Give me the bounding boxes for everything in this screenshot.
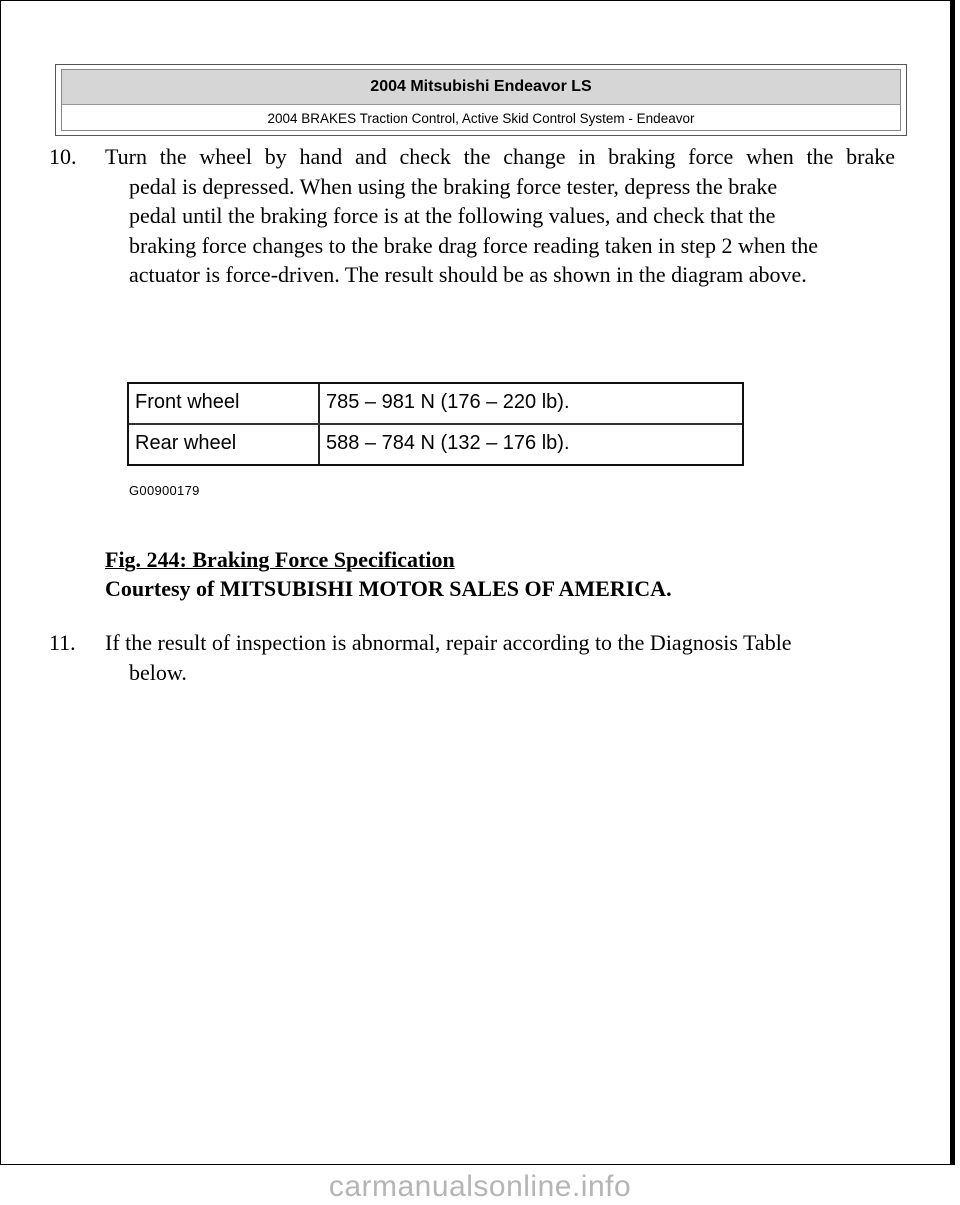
header-subtitle: 2004 BRAKES Traction Control, Active Skid Control System - Endeavor (267, 111, 695, 126)
step-line: pedal is depressed. When using the braking force tester, depress the brake (129, 173, 778, 199)
step-line: If the result of inspection is abnormal, repair according to the Diagnosis Table (105, 630, 792, 655)
header-inner (61, 69, 901, 131)
step-line: pedal until the braking force is at the following values, and check that the (129, 203, 776, 228)
step-line: below. (129, 659, 187, 685)
spec-row-front (129, 384, 742, 425)
figure-code: G00900179 (129, 483, 200, 498)
braking-force-spec-figure (127, 382, 744, 466)
document-header (55, 64, 907, 136)
step-number: 11. (49, 630, 76, 655)
step-line: Turn the wheel by hand and check the change in braking force when the brake (105, 144, 895, 169)
watermark: carmanualsonline.info (328, 1170, 632, 1203)
header-title: 2004 Mitsubishi Endeavor LS (62, 70, 900, 105)
spec-label: Rear wheel (129, 425, 320, 464)
caption-title[interactable]: Fig. 244: Braking Force Specification (105, 547, 455, 572)
step-text (105, 628, 895, 687)
figure-caption (105, 545, 672, 603)
step-text (105, 142, 895, 290)
step-line: actuator is force-driven. The result should be as shown in the diagram above. (129, 262, 807, 287)
caption-courtesy: Courtesy of MITSUBISHI MOTOR SALES OF AMERICA. (105, 576, 672, 601)
spec-row-rear (129, 425, 742, 464)
step-line: braking force changes to the brake drag force reading taken in step 2 when the (129, 232, 819, 258)
spec-value: 785 – 981 N (176 – 220 lb). (326, 391, 570, 413)
spec-value: 588 – 784 N (132 – 176 lb). (326, 432, 570, 454)
step-number: 10. (49, 144, 77, 169)
spec-label: Front wheel (129, 384, 320, 423)
